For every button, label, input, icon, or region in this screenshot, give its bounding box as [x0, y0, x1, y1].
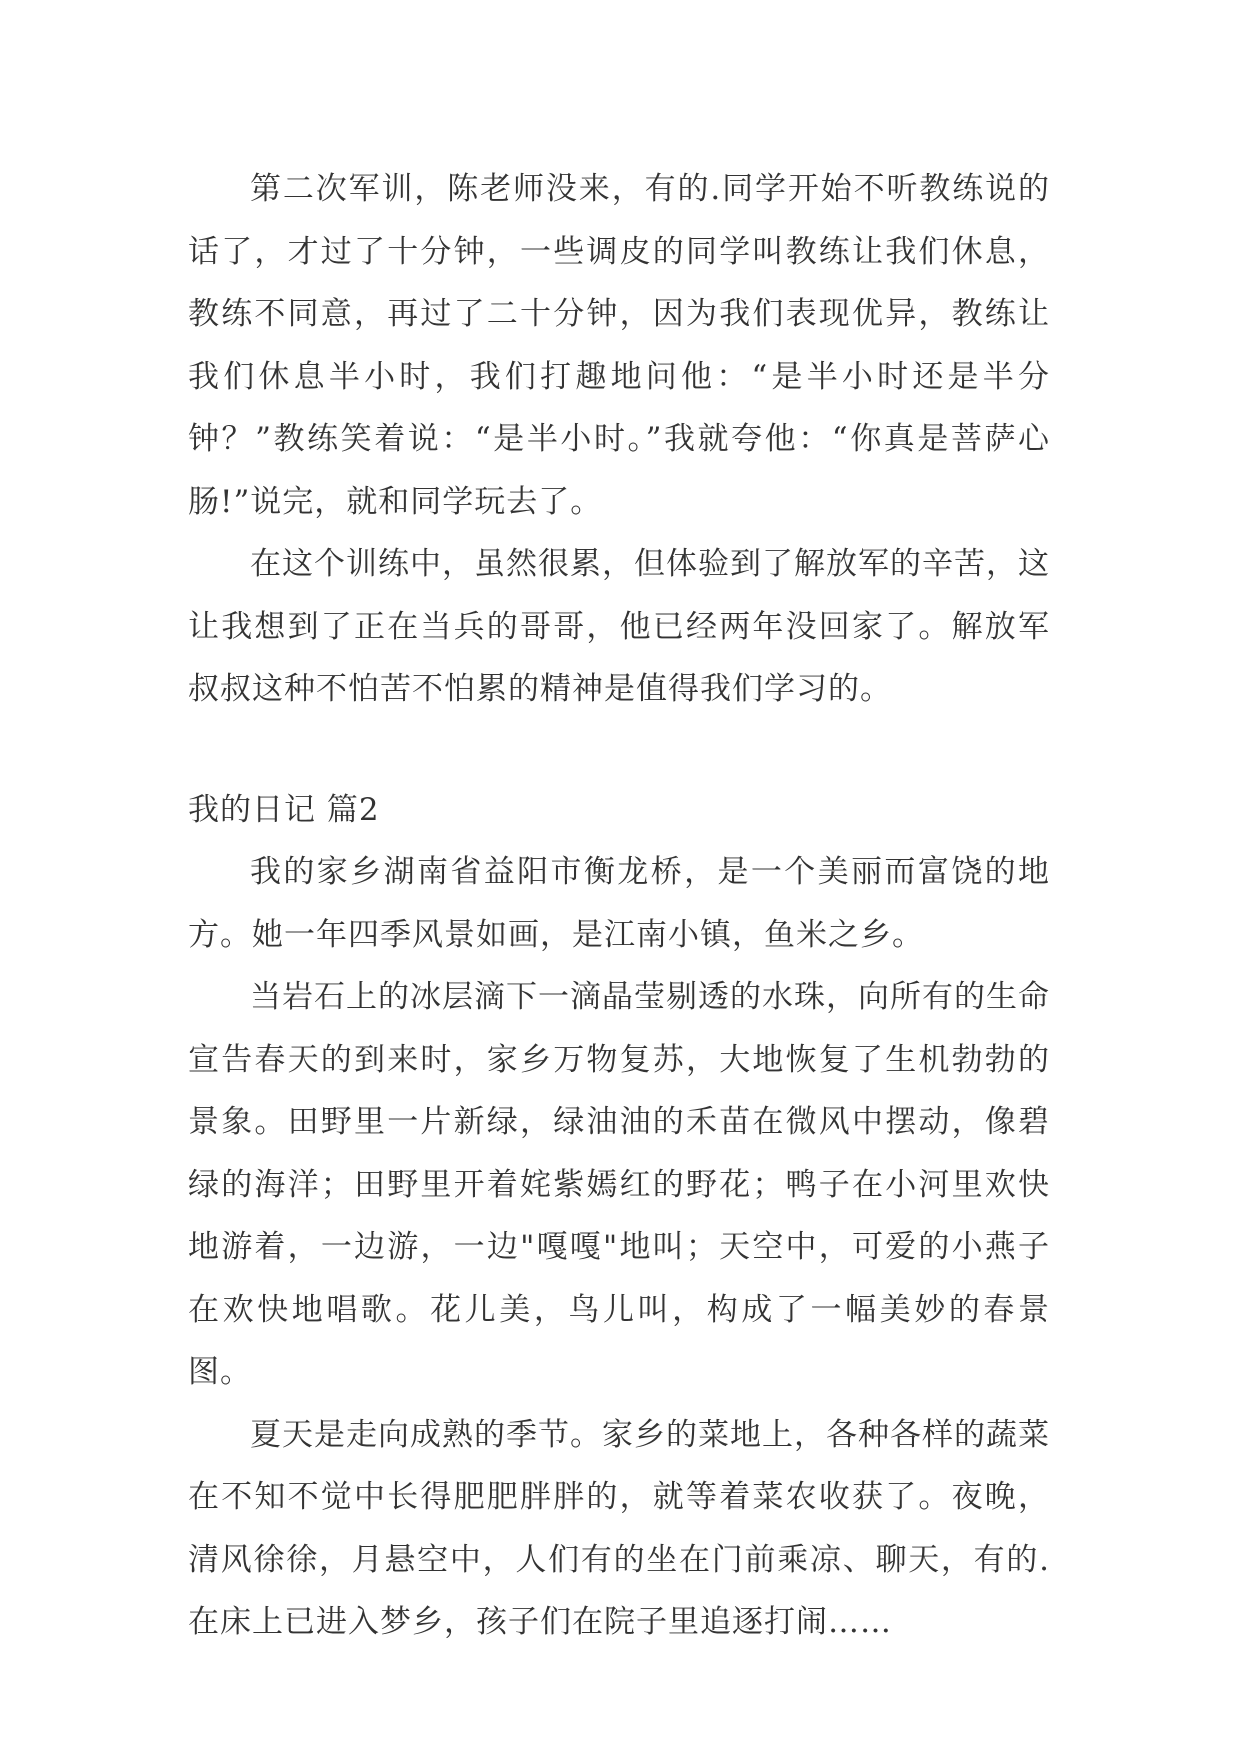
paragraph: 我的家乡湖南省益阳市衡龙桥，是一个美丽而富饶的地方。她一年四季风景如画，是江南小镇，鱼米之乡。	[188, 854, 1050, 953]
paragraph: 夏天是走向成熟的季节。家乡的菜地上，各种各样的蔬菜在不知不觉中长得肥肥胖胖的，就等着菜农收获了。夜晚，清风徐徐，月悬空中，人们有的坐在门前乘凉、聊天，有的.在床上已进入梦乡，孩子们在院子里追逐打闹……	[188, 1416, 1050, 1640]
paragraph: 第二次军训，陈老师没来，有的.同学开始不听教练说的话了，才过了十分钟，一些调皮的同学叫教练让我们休息，教练不同意，再过了二十分钟，因为我们表现优异，教练让我们休息半小时，我们打趣地问他：“是半小时还是半分钟？”教练笑着说：“是半小时。”我就夸他：“你真是菩萨心肠!”说完，就和同学玩去了。	[188, 171, 1050, 520]
paragraph: 当岩石上的冰层滴下一滴晶莹剔透的水珠，向所有的生命宣告春天的到来时，家乡万物复苏，大地恢复了生机勃勃的景象。田野里一片新绿，绿油油的禾苗在微风中摆动，像碧绿的海洋；田野里开着姹紫嫣红的野花；鸭子在小河里欢快地游着，一边游，一边"嘎嘎"地叫；天空中，可爱的小燕子在欢快地唱歌。花儿美，鸟儿叫，构成了一幅美妙的春景图。	[188, 979, 1050, 1390]
section-title: 我的日记 篇2	[188, 791, 380, 828]
document-body	[188, 158, 1050, 1654]
paragraph: 在这个训练中，虽然很累，但体验到了解放军的辛苦，这让我想到了正在当兵的哥哥，他已经两年没回家了。解放军叔叔这种不怕苦不怕累的精神是值得我们学习的。	[188, 546, 1050, 707]
